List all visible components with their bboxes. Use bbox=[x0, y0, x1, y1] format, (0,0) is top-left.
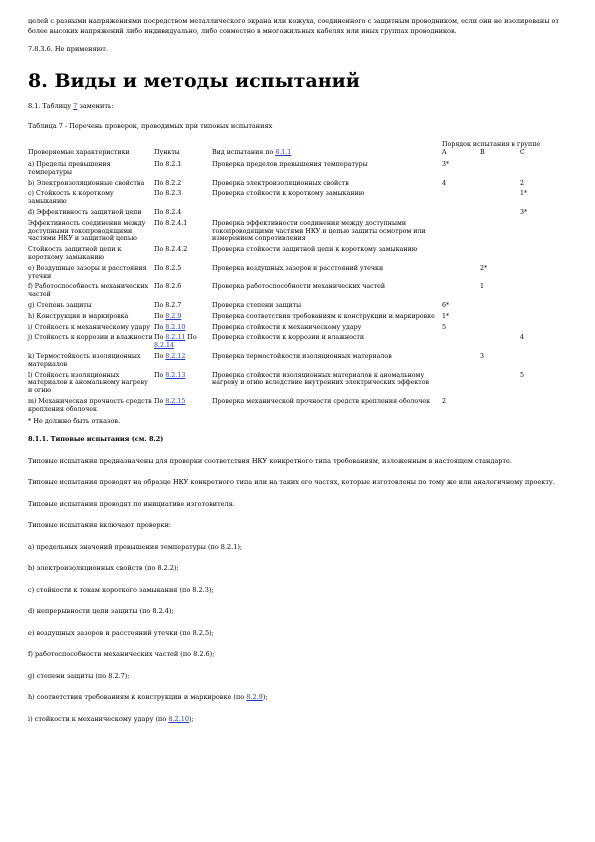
clause-prefix: По bbox=[154, 334, 166, 342]
table-row bbox=[28, 313, 568, 324]
clause-prefix: По bbox=[185, 334, 197, 342]
table-caption: Таблица 7 - Перечень проверок, проводимых при типовых испытаниях bbox=[28, 122, 273, 130]
cell-order-b bbox=[480, 246, 520, 265]
cell-test-type: Проверка стойкости к короткому замыканию bbox=[212, 190, 365, 198]
cell-test-type: Проверка механической прочности средств крепления оболочек bbox=[212, 398, 431, 406]
cell-order-c bbox=[520, 246, 568, 265]
cell-order-c bbox=[520, 220, 568, 246]
cell-order-b bbox=[480, 220, 520, 246]
cell-clause: По 8.2.6 bbox=[154, 283, 182, 291]
table-row bbox=[28, 353, 568, 372]
intro-paragraph: целей с разными напряжениями посредством металлического экрана или кожуха, соединенного с защитным проводником, если они не изолированы от более высоких напряжений либо индивидуально, либо совместно в многожильных кабелях или иных группах проводников. bbox=[28, 17, 560, 35]
clause-link[interactable]: 8.2.10 bbox=[165, 323, 186, 331]
clause-link[interactable]: 8.2.12 bbox=[165, 353, 186, 361]
cell-test-type: Проверка степени защиты bbox=[212, 302, 302, 310]
list-item: e) воздушных зазоров и расстояний утечки (по 8.2.5); bbox=[28, 628, 214, 637]
cell-clause bbox=[154, 313, 212, 324]
cell-characteristic: k) Термостойкость изоляционных материалов bbox=[28, 353, 141, 368]
cell-test-type: Проверка работоспособности механических частей bbox=[212, 283, 386, 291]
clause-8-1-text: 8.1. Таблицу bbox=[28, 101, 74, 110]
table-row bbox=[28, 283, 568, 302]
cell-clause bbox=[154, 324, 212, 335]
cell-clause bbox=[154, 398, 212, 417]
cell-clause: По 8.2.1 bbox=[154, 161, 182, 169]
cell-order-c: 1* bbox=[520, 190, 528, 198]
cell-characteristic: m) Механическая прочность средств крепления оболочек bbox=[28, 398, 152, 413]
cell-order-b bbox=[480, 324, 520, 335]
list-item-text: ); bbox=[189, 714, 194, 723]
header-clauses: Пункты bbox=[154, 149, 180, 157]
cell-clause: По 8.2.2 bbox=[154, 179, 182, 187]
cell-order-c bbox=[520, 283, 568, 302]
cell-order-b bbox=[480, 161, 520, 180]
tests-table bbox=[28, 141, 568, 417]
clause-prefix: По bbox=[154, 312, 166, 320]
cell-characteristic: d) Эффективность защитной цепи bbox=[28, 209, 142, 217]
cell-order-b bbox=[480, 313, 520, 324]
cell-order-c bbox=[520, 161, 568, 180]
clause-prefix: По bbox=[154, 371, 166, 379]
cell-order-c bbox=[520, 353, 568, 372]
cell-test-type: Проверка стойкости защитной цепи к короткому замыканию bbox=[212, 246, 418, 254]
table-row bbox=[28, 209, 568, 220]
cell-test-type: Проверка стойкости к механическому удару bbox=[212, 323, 362, 331]
list-item-text: ); bbox=[262, 693, 268, 702]
cell-order-b bbox=[480, 372, 520, 398]
table-footnote: * Не должно быть отказов. bbox=[28, 416, 121, 425]
cell-characteristic: h) Конструкция и маркировка bbox=[28, 312, 129, 320]
cell-clause: По 8.2.7 bbox=[154, 302, 182, 310]
clause-link[interactable]: 8.2.14 bbox=[154, 342, 175, 350]
paragraph: Типовые испытания проводят на образце НКУ конкретного типа или на таких его частях, которые изготовлены по тому же или аналогичному проекту. bbox=[28, 478, 555, 487]
header-order: Порядок испытания в группе bbox=[442, 140, 541, 148]
list-item: g) степени защиты (по 8.2.7); bbox=[28, 671, 130, 680]
cell-order-c bbox=[520, 398, 568, 417]
header-group-a: A bbox=[442, 149, 447, 157]
checks-list bbox=[28, 543, 567, 725]
cell-order-a bbox=[442, 209, 480, 220]
cell-order-c bbox=[520, 265, 568, 284]
paragraph: Типовые испытания предназначены для проверки соответствия НКУ конкретного типа требованиям, изложенным в настоящем стандарте. bbox=[28, 456, 512, 465]
cell-order-c: 2 bbox=[520, 179, 525, 187]
cell-test-type: Проверка стойкости изоляционных материалов к аномальному нагреву и огню вследствие внутренних электрических эффектов bbox=[212, 371, 430, 387]
paragraph: Типовые испытания включают проверки: bbox=[28, 521, 172, 530]
cell-order-c: 3* bbox=[520, 209, 528, 217]
list-item-text: h) соответствия требованиям к конструкции и маркировке (по bbox=[28, 693, 247, 702]
clause-link[interactable]: 8.2.13 bbox=[165, 371, 186, 379]
cell-characteristic: i) Стойкость к механическому удару bbox=[28, 323, 151, 331]
cell-characteristic: а) Пределы превышения температуры bbox=[28, 161, 111, 176]
list-item: b) электроизоляционных свойств (по 8.2.2); bbox=[28, 564, 179, 573]
cell-order-a bbox=[442, 265, 480, 284]
list-item: a) предельных значений превышения температуры (по 8.2.1); bbox=[28, 542, 243, 551]
cell-order-a: 2 bbox=[442, 398, 447, 406]
list-item-text: i) стойкости к механическому удару (по bbox=[28, 714, 169, 723]
cell-characteristic: g) Степень защиты bbox=[28, 302, 92, 310]
cell-test-type: Проверка термостойкости изоляционных материалов bbox=[212, 353, 392, 361]
cell-clause bbox=[154, 353, 212, 372]
cell-clause: По 8.2.5 bbox=[154, 264, 182, 272]
cell-clause: По 8.2.4.1 bbox=[154, 219, 188, 227]
cell-clause: По 8.2.4 bbox=[154, 209, 182, 217]
clause-prefix: По bbox=[154, 323, 166, 331]
cell-order-a bbox=[442, 246, 480, 265]
clause-prefix: По bbox=[154, 353, 166, 361]
table-row bbox=[28, 302, 568, 313]
table-row bbox=[28, 372, 568, 398]
table-row bbox=[28, 324, 568, 335]
clause-link[interactable]: 8.2.15 bbox=[165, 398, 186, 406]
cell-order-b bbox=[480, 209, 520, 220]
cell-order-c: 5 bbox=[520, 371, 525, 379]
cell-characteristic: e) Воздушные зазоры и расстояния утечки bbox=[28, 264, 147, 280]
cell-order-c bbox=[520, 302, 568, 313]
clause-link[interactable]: 8.2.10 bbox=[168, 714, 190, 723]
header-test-type bbox=[212, 141, 442, 162]
cell-order-a: 3* bbox=[442, 161, 450, 169]
cell-order-a bbox=[442, 190, 480, 209]
list-item: c) стойкости к токам короткого замыкания (по 8.2.3); bbox=[28, 585, 214, 594]
table-row bbox=[28, 398, 568, 417]
header-characteristics: Проверяемые характеристики bbox=[28, 149, 130, 157]
cell-characteristic: Стойкость защитной цепи к короткому замыканию bbox=[28, 246, 122, 262]
section-8-1-1 bbox=[28, 435, 567, 724]
cell-order-a bbox=[442, 372, 480, 398]
table-row bbox=[28, 190, 568, 209]
cell-order-a: 6* bbox=[442, 302, 450, 310]
cell-characteristic: l) Стойкость изоляционных материалов к аномальному нагреву и огню bbox=[28, 371, 148, 395]
list-item: f) работоспособности механических частей (по 8.2.6); bbox=[28, 650, 215, 659]
cell-test-type: Проверка эффективности соединения между доступными токопроводящими частями НКУ и цепью защиты осмотром или измерением сопротивления bbox=[212, 219, 426, 243]
clause-8-1-1-link[interactable]: 8.1.1 bbox=[275, 149, 292, 157]
cell-order-c bbox=[520, 313, 568, 324]
cell-order-a: 4 bbox=[442, 179, 447, 187]
cell-order-c bbox=[520, 324, 568, 335]
clause-8-1-text-end: заменить: bbox=[77, 101, 114, 110]
cell-characteristic: j) Стойкость к коррозии и влажности bbox=[28, 334, 153, 342]
cell-order-a bbox=[442, 334, 480, 353]
table-row bbox=[28, 161, 568, 180]
cell-characteristic: b) Электроизоляционные свойства bbox=[28, 179, 145, 187]
cell-order-b bbox=[480, 398, 520, 417]
table-header-row bbox=[28, 141, 568, 150]
cell-test-type: Проверка электроизоляционных свойств bbox=[212, 179, 349, 187]
cell-characteristic: Эффективность соединения между доступными токопроводящими частями НКУ и защитной цепью bbox=[28, 219, 146, 243]
header-group-c: C bbox=[520, 149, 525, 157]
table-row bbox=[28, 334, 568, 353]
cell-order-b bbox=[480, 180, 520, 191]
cell-order-b: 3 bbox=[480, 353, 485, 361]
table-row bbox=[28, 265, 568, 284]
cell-order-a: 5 bbox=[442, 323, 447, 331]
list-item bbox=[28, 693, 567, 703]
cell-test-type: Проверка пределов превышения температуры bbox=[212, 161, 368, 169]
cell-test-type bbox=[212, 209, 442, 220]
clause-link[interactable]: 8.2.9 bbox=[165, 312, 182, 320]
cell-order-b: 1 bbox=[480, 283, 485, 291]
section-8-1-1-title: 8.1.1. Типовые испытания (см. 8.2) bbox=[28, 435, 164, 444]
cell-order-c: 4 bbox=[520, 334, 525, 342]
table-row bbox=[28, 180, 568, 191]
cell-order-b bbox=[480, 190, 520, 209]
clause-link[interactable]: 8.2.9 bbox=[246, 693, 263, 702]
cell-order-b: 2* bbox=[480, 264, 488, 272]
cell-characteristic: c) Стойкость к короткому замыканию bbox=[28, 190, 114, 206]
cell-test-type: Проверка воздушных зазоров и расстояний утечки bbox=[212, 264, 384, 272]
cell-order-a bbox=[442, 353, 480, 372]
cell-order-a bbox=[442, 283, 480, 302]
table-row bbox=[28, 220, 568, 246]
table-row bbox=[28, 246, 568, 265]
cell-clause: По 8.2.4.2 bbox=[154, 246, 188, 254]
clause-link[interactable]: 8.2.11 bbox=[165, 334, 186, 342]
cell-clause bbox=[154, 372, 212, 398]
cell-order-b bbox=[480, 302, 520, 313]
header-test-type-text: Вид испытания по bbox=[212, 149, 276, 157]
section-title: 8. Виды и методы испытаний bbox=[28, 69, 360, 92]
list-item bbox=[28, 715, 567, 725]
table-7-link[interactable]: 7 bbox=[73, 101, 78, 110]
cell-characteristic: f) Работоспособность механических частей bbox=[28, 283, 149, 299]
cell-order-b bbox=[480, 334, 520, 353]
cell-order-a: 1* bbox=[442, 312, 450, 320]
cell-clause: По 8.2.3 bbox=[154, 190, 182, 198]
clause-7-8-3-6: 7.8.3.6. Не применяют. bbox=[28, 45, 108, 53]
cell-clause bbox=[154, 334, 212, 353]
cell-test-type: Проверка стойкости к коррозии и влажности bbox=[212, 334, 365, 342]
paragraph: Типовые испытания проводят по инициативе изготовителя. bbox=[28, 499, 235, 508]
cell-test-type: Проверка соответствия требованиям к конструкции и маркировке bbox=[212, 312, 435, 320]
clause-8-1 bbox=[28, 102, 567, 112]
cell-order-a bbox=[442, 220, 480, 246]
header-group-b: B bbox=[480, 149, 485, 157]
clause-prefix: По bbox=[154, 398, 166, 406]
list-item: d) непрерывности цепи защиты (по 8.2.4); bbox=[28, 607, 174, 616]
